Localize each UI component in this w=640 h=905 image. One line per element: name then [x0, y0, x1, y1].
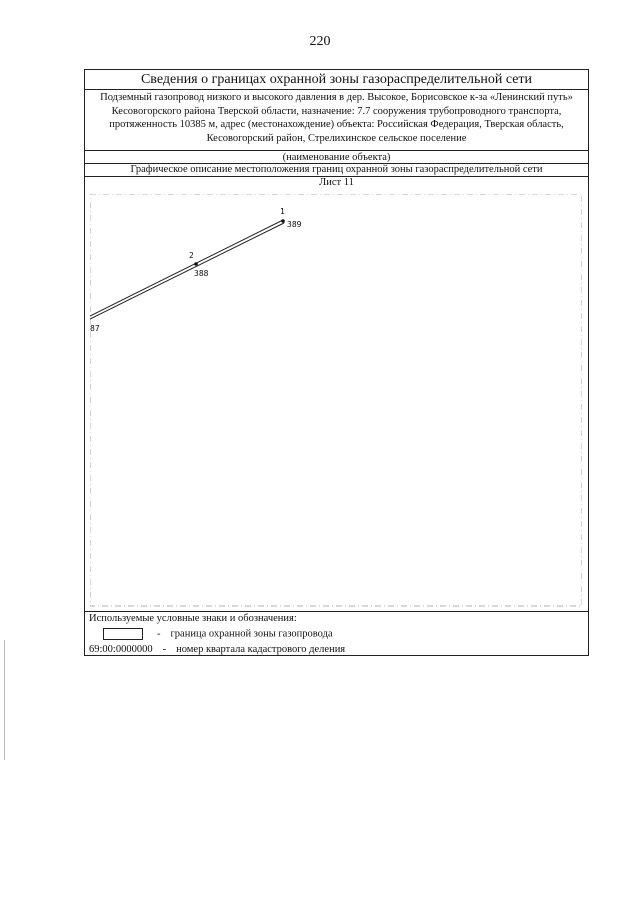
object-description: [89, 91, 584, 145]
pipeline-zone: [90, 220, 284, 319]
legend-separator: -: [157, 628, 161, 640]
point-number-label: 2: [189, 251, 194, 260]
point-number-label: 1: [280, 207, 285, 216]
legend-title: Используемые условные знаки и обозначения:: [89, 613, 297, 624]
object-description-line: Кесовогорский район, Стрелихинское сельское поселение: [206, 132, 467, 144]
legend-divider: [85, 611, 588, 612]
description-divider: [85, 150, 588, 151]
legend-item-zone-boundary: [103, 628, 333, 640]
zone-boundary-line: [90, 220, 283, 316]
legend-item-text: номер квартала кадастрового деления: [176, 644, 346, 655]
boundary-drawing-canvas: [90, 194, 582, 612]
legend-item-cadastral-block: [89, 644, 345, 656]
object-description-line: Подземный газопровод низкого и высокого давления в дер. Высокое, Борисовское к-за «Ленинский путь»: [100, 92, 573, 103]
cadastral-number-sample: 69:00:0000000: [89, 644, 153, 655]
point-marker: [194, 262, 198, 266]
object-description-line: протяженность 10385 м, адрес (местонахождение) объекта: Российская Федерация, Тверская область,: [109, 119, 564, 130]
point-marker: [281, 219, 285, 223]
graphic-description-title: Графическое описание местоположения границ охранной зоны газораспределительной сети: [130, 164, 543, 175]
point-code-label: 87: [90, 324, 100, 333]
sheet-label: Лист 11: [319, 177, 354, 188]
legend-item-text: граница охранной зоны газопровода: [170, 628, 333, 640]
drawing-frame: [90, 194, 582, 606]
form-title: Сведения о границах охранной зоны газораспределительной сети: [140, 72, 533, 87]
legend-separator: -: [162, 644, 167, 655]
zone-boundary-swatch: [103, 628, 143, 640]
point-code-label: 389: [287, 220, 302, 229]
left-margin-mark: [4, 640, 5, 760]
object-name-caption: (наименование объекта): [282, 152, 391, 163]
point-code-label: 388: [194, 269, 209, 278]
page-number: 220: [309, 34, 331, 49]
boundary-drawing: [90, 194, 582, 612]
title-divider: [85, 89, 588, 90]
object-description-line: Кесовогорского района Тверской области, назначение: 7.7 сооружения трубопроводного транспорта,: [111, 105, 562, 117]
zone-boundary-line: [90, 223, 284, 319]
boundary-info-form: [84, 69, 589, 656]
